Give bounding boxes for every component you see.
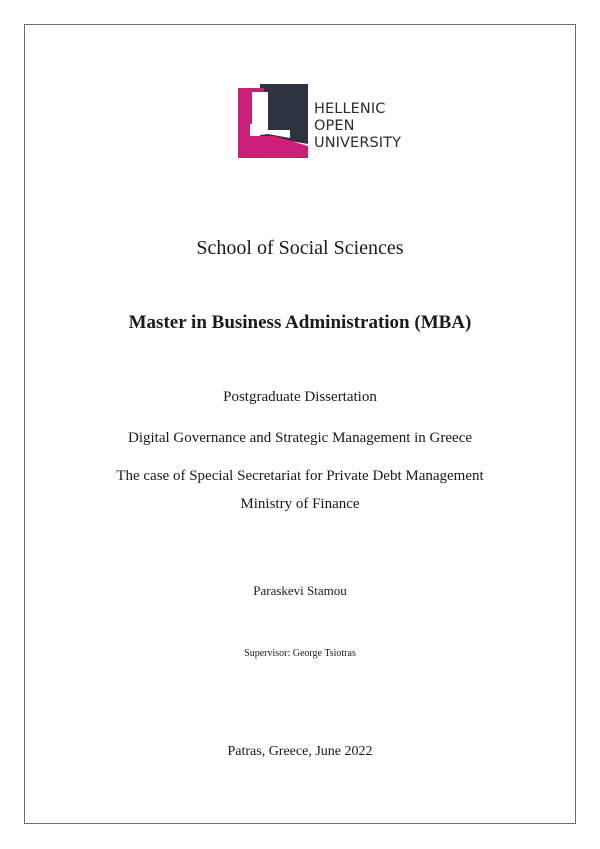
dissertation-subtitle-line-1: The case of Special Secretariat for Private Debt Management (116, 468, 484, 484)
logo-text-open: OPEN (314, 118, 355, 134)
place-and-date: Patras, Greece, June 2022 (227, 744, 373, 759)
university-logo (238, 84, 408, 158)
hou-emblem-icon (238, 84, 310, 158)
author-name: Paraskevi Stamou (253, 583, 347, 598)
supervisor-name: Supervisor: George Tsiotras (244, 648, 356, 659)
document-type: Postgraduate Dissertation (223, 389, 377, 405)
logo-text-hellenic: HELLENIC (314, 101, 386, 117)
dissertation-subtitle-line-2: Ministry of Finance (240, 496, 360, 512)
school-name: School of Social Sciences (196, 237, 404, 259)
logo-text-university: UNIVERSITY (314, 135, 402, 151)
degree-title: Master in Business Administration (MBA) (128, 312, 472, 333)
dissertation-title: Digital Governance and Strategic Management in Greece (127, 430, 473, 446)
